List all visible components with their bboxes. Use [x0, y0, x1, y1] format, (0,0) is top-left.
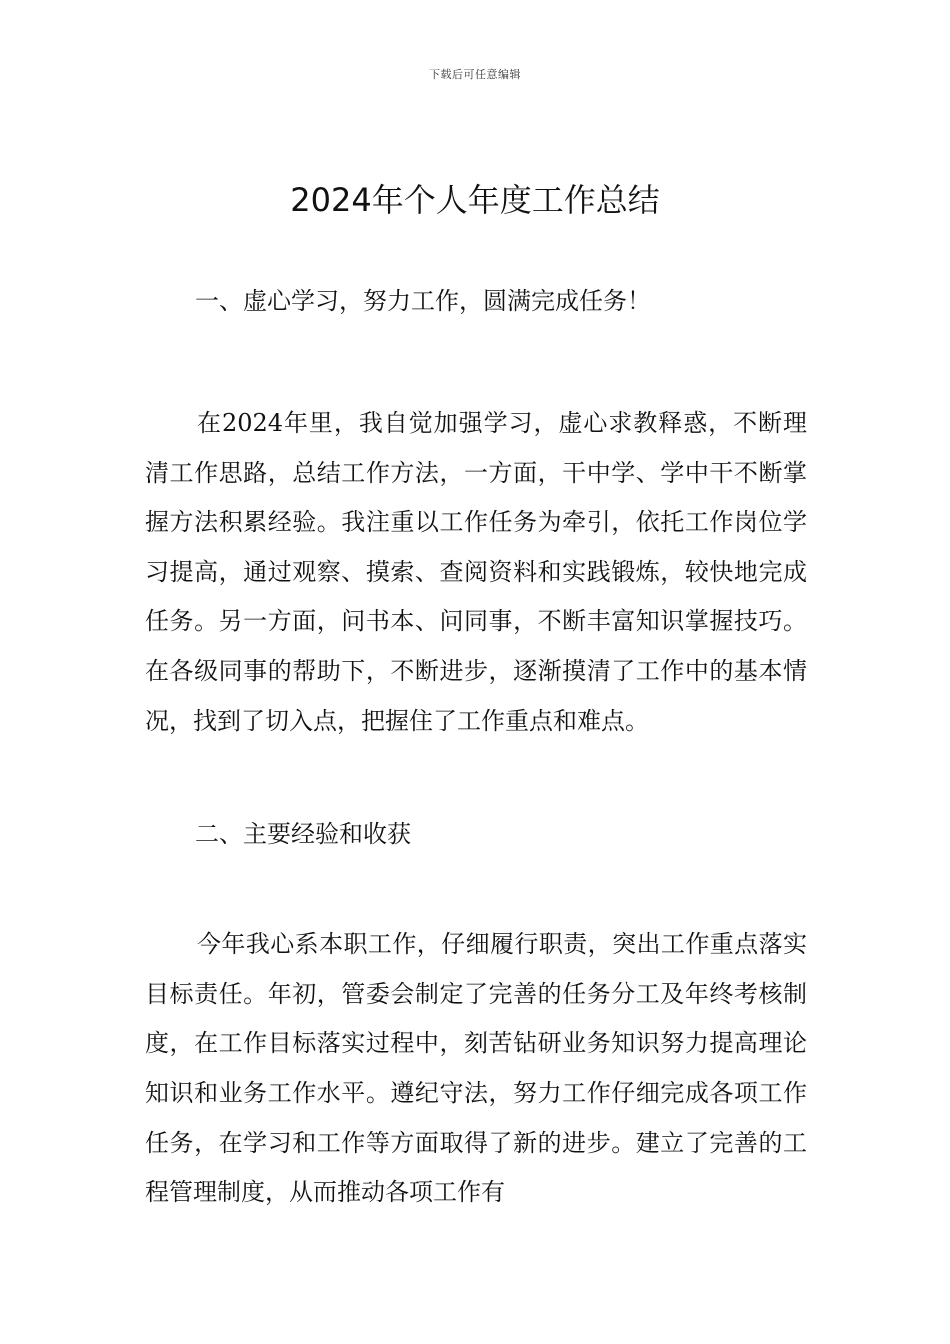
spacer: [145, 854, 807, 920]
spacer: [145, 321, 807, 399]
section-1-paragraph: 在2024年里，我自觉加强学习，虚心求教释惑，不断理清工作思路，总结工作方法，一方面，干中学、学中干不断掌握方法积累经验。我注重以工作任务为牵引，依托工作岗位学习提高，通过观察、摸索、查阅资料和实践锻炼，较快地完成任务。另一方面，问书本、问同事，不断丰富知识掌握技巧。在各级同事的帮助下，不断进步，逐渐摸清了工作中的基本情况，找到了切入点，把握住了工作重点和难点。: [145, 409, 807, 735]
section-1-heading: 一、虚心学习，努力工作，圆满完成任务！: [195, 287, 651, 315]
section-2-heading: 二、主要经验和收获: [195, 820, 411, 849]
spacer: [145, 746, 807, 814]
section-2-paragraph: 今年我心系本职工作，仔细履行职责，突出工作重点落实目标责任。年初，管委会制定了完善的任务分工及年终考核制度，在工作目标落实过程中，刻苦钻研业务知识努力提高理论知识和业务工作水平。遵纪守法，努力工作仔细完成各项工作任务，在学习和工作等方面取得了新的进步。建立了完善的工程管理制度，从而推动各项工作有: [145, 930, 807, 1207]
document-body: [145, 281, 807, 1218]
header-note: 下载后可任意编辑: [429, 68, 521, 81]
document-title: 2024年个人年度工作总结: [290, 181, 660, 219]
